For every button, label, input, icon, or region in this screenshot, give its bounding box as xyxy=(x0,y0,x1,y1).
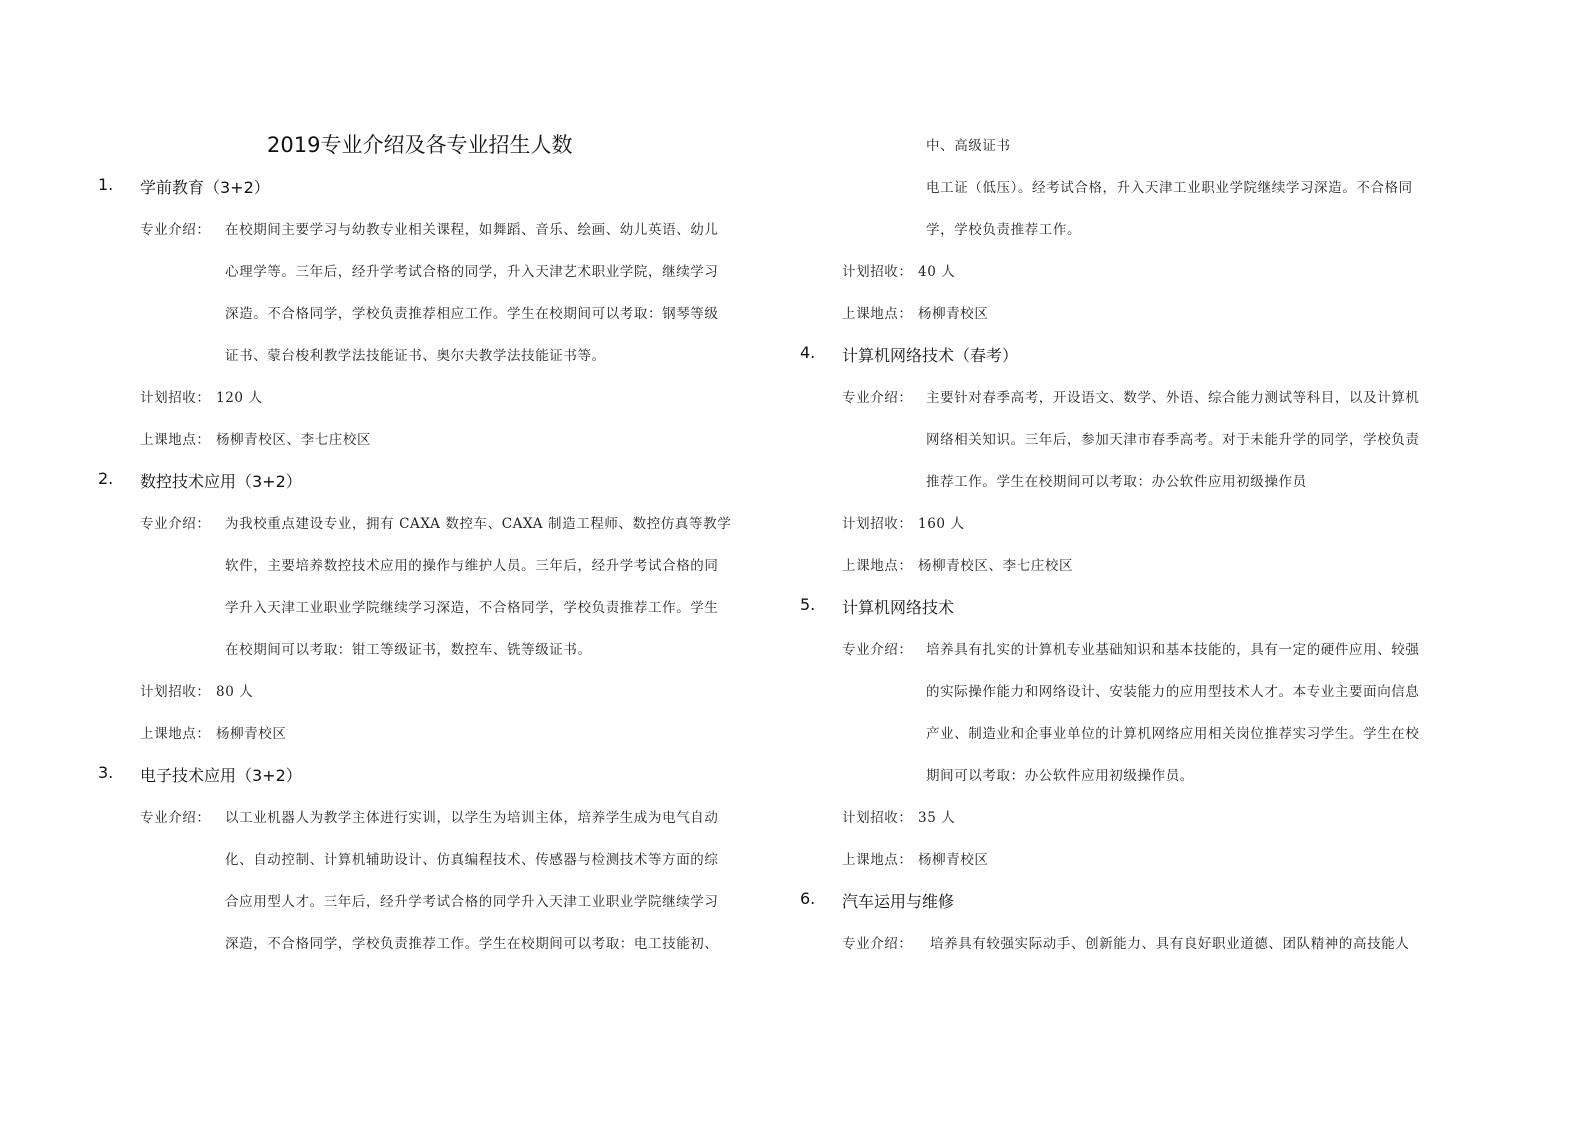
intro-line: 在校期间主要学习与幼教专业相关课程，如舞蹈、音乐、绘画、幼儿英语、幼儿 xyxy=(225,222,719,238)
location-label: 上课地点： xyxy=(842,306,913,322)
intro-line: 为我校重点建设专业，拥有 CAXA 数控车、CAXA 制造工程师、数控仿真等教学 xyxy=(225,516,732,532)
intro-label: 专业介绍： xyxy=(140,810,211,826)
intro-label: 专业介绍： xyxy=(842,642,913,658)
intro-label: 专业介绍： xyxy=(842,936,913,952)
plan-label: 计划招收： xyxy=(842,264,913,280)
plan-label: 计划招收： xyxy=(842,516,913,532)
section-number: 6. xyxy=(800,889,816,908)
intro-line: 网络相关知识。三年后，参加天津市春季高考。对于未能升学的同学，学校负责 xyxy=(926,432,1420,448)
section-heading: 电子技术应用（3+2） xyxy=(140,766,302,785)
section-number: 4. xyxy=(800,343,816,362)
intro-line: 的实际操作能力和网络设计、安装能力的应用型技术人才。本专业主要面向信息 xyxy=(926,684,1420,700)
intro-line: 证书、蒙台梭利教学法技能证书、奥尔夫教学法技能证书等。 xyxy=(225,348,606,364)
location-label: 上课地点： xyxy=(842,852,913,868)
intro-line: 学升入天津工业职业学院继续学习深造，不合格同学，学校负责推荐工作。学生 xyxy=(225,600,719,616)
plan-value: 35 人 xyxy=(918,810,956,826)
section-number: 1. xyxy=(98,175,114,194)
section-heading: 计算机网络技术 xyxy=(842,598,955,617)
intro-label: 专业介绍： xyxy=(842,390,913,406)
location-label: 上课地点： xyxy=(842,558,913,574)
intro-line: 产业、制造业和企事业单位的计算机网络应用相关岗位推荐实习学生。学生在校 xyxy=(926,726,1420,742)
location-value: 杨柳青校区 xyxy=(216,726,287,742)
plan-value: 40 人 xyxy=(918,264,956,280)
page-title: 2019专业介绍及各专业招生人数 xyxy=(267,133,573,157)
section-number: 3. xyxy=(98,763,114,782)
intro-line: 软件，主要培养数控技术应用的操作与维护人员。三年后，经升学考试合格的同 xyxy=(225,558,719,574)
section-number: 5. xyxy=(800,595,816,614)
intro-line: 中、高级证书 xyxy=(926,138,1011,154)
section-heading: 学前教育（3+2） xyxy=(140,178,270,197)
plan-value: 80 人 xyxy=(216,684,254,700)
intro-line: 培养具有较强实际动手、创新能力、具有良好职业道德、团队精神的高技能人 xyxy=(930,936,1410,952)
location-value: 杨柳青校区、李七庄校区 xyxy=(918,558,1074,574)
intro-line: 培养具有扎实的计算机专业基础知识和基本技能的，具有一定的硬件应用、较强 xyxy=(926,642,1420,658)
intro-line: 以工业机器人为教学主体进行实训，以学生为培训主体，培养学生成为电气自动 xyxy=(225,810,719,826)
plan-label: 计划招收： xyxy=(140,390,211,406)
location-value: 杨柳青校区、李七庄校区 xyxy=(216,432,372,448)
section-heading: 计算机网络技术（春考） xyxy=(842,346,1019,365)
location-value: 杨柳青校区 xyxy=(918,852,989,868)
plan-label: 计划招收： xyxy=(140,684,211,700)
intro-line: 深造。不合格同学，学校负责推荐相应工作。学生在校期间可以考取：钢琴等级 xyxy=(225,306,719,322)
intro-line: 化、自动控制、计算机辅助设计、仿真编程技术、传感器与检测技术等方面的综 xyxy=(225,852,719,868)
intro-line: 学，学校负责推荐工作。 xyxy=(926,222,1082,238)
intro-line: 电工证（低压）。经考试合格，升入天津工业职业学院继续学习深造。不合格同 xyxy=(926,180,1413,196)
plan-value: 120 人 xyxy=(216,390,263,406)
intro-line: 深造，不合格同学，学校负责推荐工作。学生在校期间可以考取：电工技能初、 xyxy=(225,936,719,952)
intro-line: 在校期间可以考取：钳工等级证书，数控车、铣等级证书。 xyxy=(225,642,592,658)
plan-value: 160 人 xyxy=(918,516,965,532)
intro-line: 推荐工作。学生在校期间可以考取：办公软件应用初级操作员 xyxy=(926,474,1307,490)
intro-line: 心理学等。三年后，经升学考试合格的同学，升入天津艺术职业学院，继续学习 xyxy=(225,264,719,280)
section-heading: 数控技术应用（3+2） xyxy=(140,472,302,491)
location-label: 上课地点： xyxy=(140,726,211,742)
section-number: 2. xyxy=(98,469,114,488)
intro-label: 专业介绍： xyxy=(140,222,211,238)
location-value: 杨柳青校区 xyxy=(918,306,989,322)
section-heading: 汽车运用与维修 xyxy=(842,892,955,911)
intro-line: 期间可以考取：办公软件应用初级操作员。 xyxy=(926,768,1194,784)
location-label: 上课地点： xyxy=(140,432,211,448)
intro-line: 主要针对春季高考，开设语文、数学、外语、综合能力测试等科目，以及计算机 xyxy=(926,390,1420,406)
intro-line: 合应用型人才。三年后，经升学考试合格的同学升入天津工业职业学院继续学习 xyxy=(225,894,719,910)
intro-label: 专业介绍： xyxy=(140,516,211,532)
plan-label: 计划招收： xyxy=(842,810,913,826)
